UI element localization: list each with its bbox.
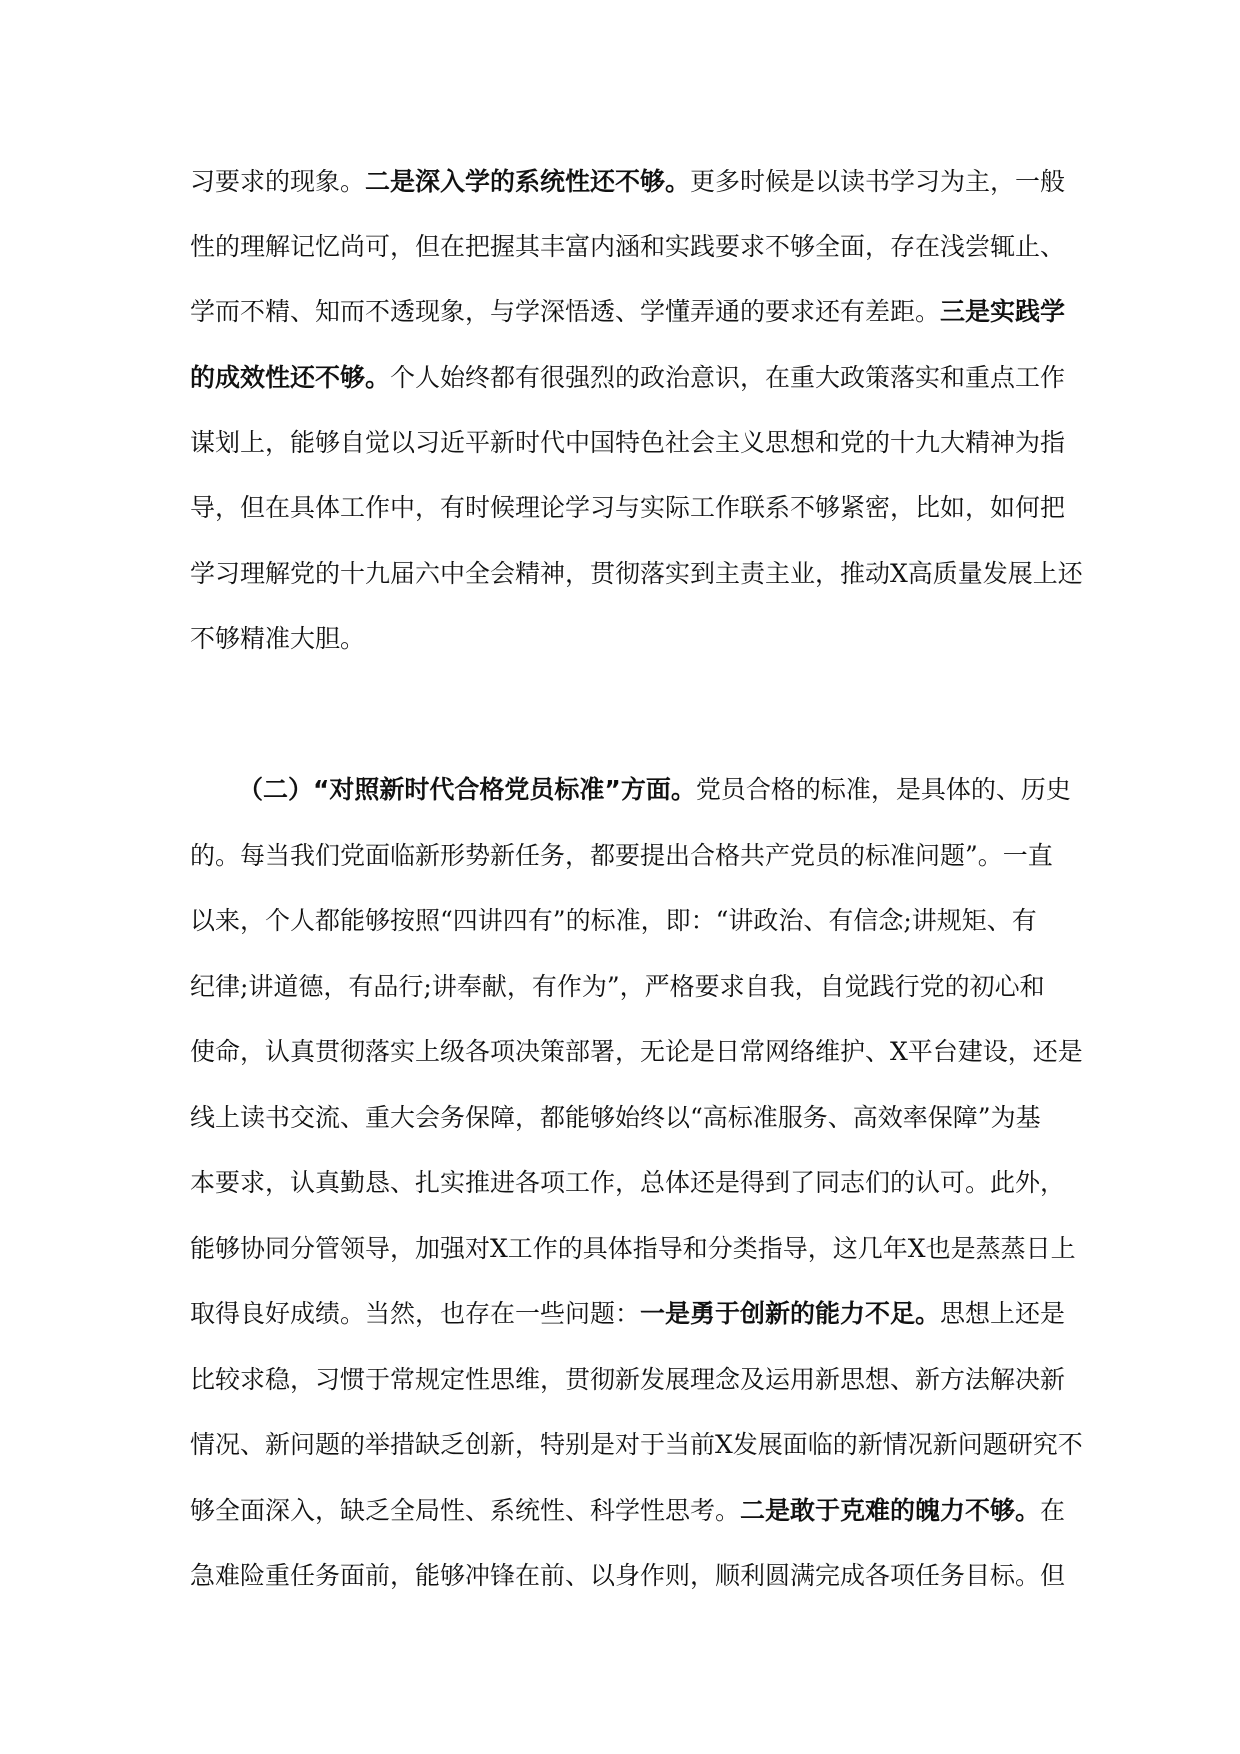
text-line: 的。每当我们党面临新形势新任务，都要提出合格共产党员的标准问题”。一直 xyxy=(190,841,1053,870)
text-line: 以来，个人都能够按照“四讲四有”的标准，即：“讲政治、有信念;讲规矩、有 xyxy=(190,906,1037,935)
text-line: 线上读书交流、重大会务保障，都能够始终以“高标准服务、高效率保障”为基 xyxy=(190,1103,1041,1132)
text-line: 取得良好成绩。当然，也存在一些问题：一是勇于创新的能力不足。思想上还是 xyxy=(190,1299,1066,1328)
text-line: 使命，认真贯彻落实上级各项决策部署，无论是日常网络维护、X平台建设，还是 xyxy=(190,1037,1083,1066)
text-line: 导，但在具体工作中，有时候理论学习与实际工作联系不够紧密，比如，如何把 xyxy=(190,493,1066,522)
text-line: 习要求的现象。二是深入学的系统性还不够。更多时候是以读书学习为主，一般 xyxy=(190,167,1066,196)
text-line: 纪律;讲道德，有品行;讲奉献，有作为”，严格要求自我，自觉践行党的初心和 xyxy=(190,972,1045,1001)
text-line: 性的理解记忆尚可，但在把握其丰富内涵和实践要求不够全面，存在浅尝辄止、 xyxy=(190,232,1066,261)
text-line: 学习理解党的十九届六中全会精神，贯彻落实到主责主业，推动X高质量发展上还 xyxy=(190,559,1083,588)
text-line: 的成效性还不够。个人始终都有很强烈的政治意识，在重大政策落实和重点工作 xyxy=(190,363,1066,392)
text-line: 不够精准大胆。 xyxy=(190,624,366,653)
text-line: 能够协同分管领导，加强对X工作的具体指导和分类指导，这几年X也是蒸蒸日上 xyxy=(190,1234,1076,1263)
text-line: 谋划上，能够自觉以习近平新时代中国特色社会主义思想和党的十九大精神为指 xyxy=(190,428,1066,457)
text-line: 急难险重任务面前，能够冲锋在前、以身作则，顺利圆满完成各项任务目标。但 xyxy=(190,1561,1066,1590)
text-line: 够全面深入，缺乏全局性、系统性、科学性思考。二是敢于克难的魄力不够。在 xyxy=(190,1496,1066,1525)
text-line: 学而不精、知而不透现象，与学深悟透、学懂弄通的要求还有差距。三是实践学 xyxy=(190,297,1066,326)
section-heading-line: （二）“对照新时代合格党员标准”方面。党员合格的标准，是具体的、历史 xyxy=(238,775,1071,804)
text-line: 情况、新问题的举措缺乏创新，特别是对于当前X发展面临的新情况新问题研究不 xyxy=(190,1430,1083,1459)
text-line: 本要求，认真勤恳、扎实推进各项工作，总体还是得到了同志们的认可。此外， xyxy=(190,1168,1066,1197)
text-line: 比较求稳，习惯于常规定性思维，贯彻新发展理念及运用新思想、新方法解决新 xyxy=(190,1365,1066,1394)
